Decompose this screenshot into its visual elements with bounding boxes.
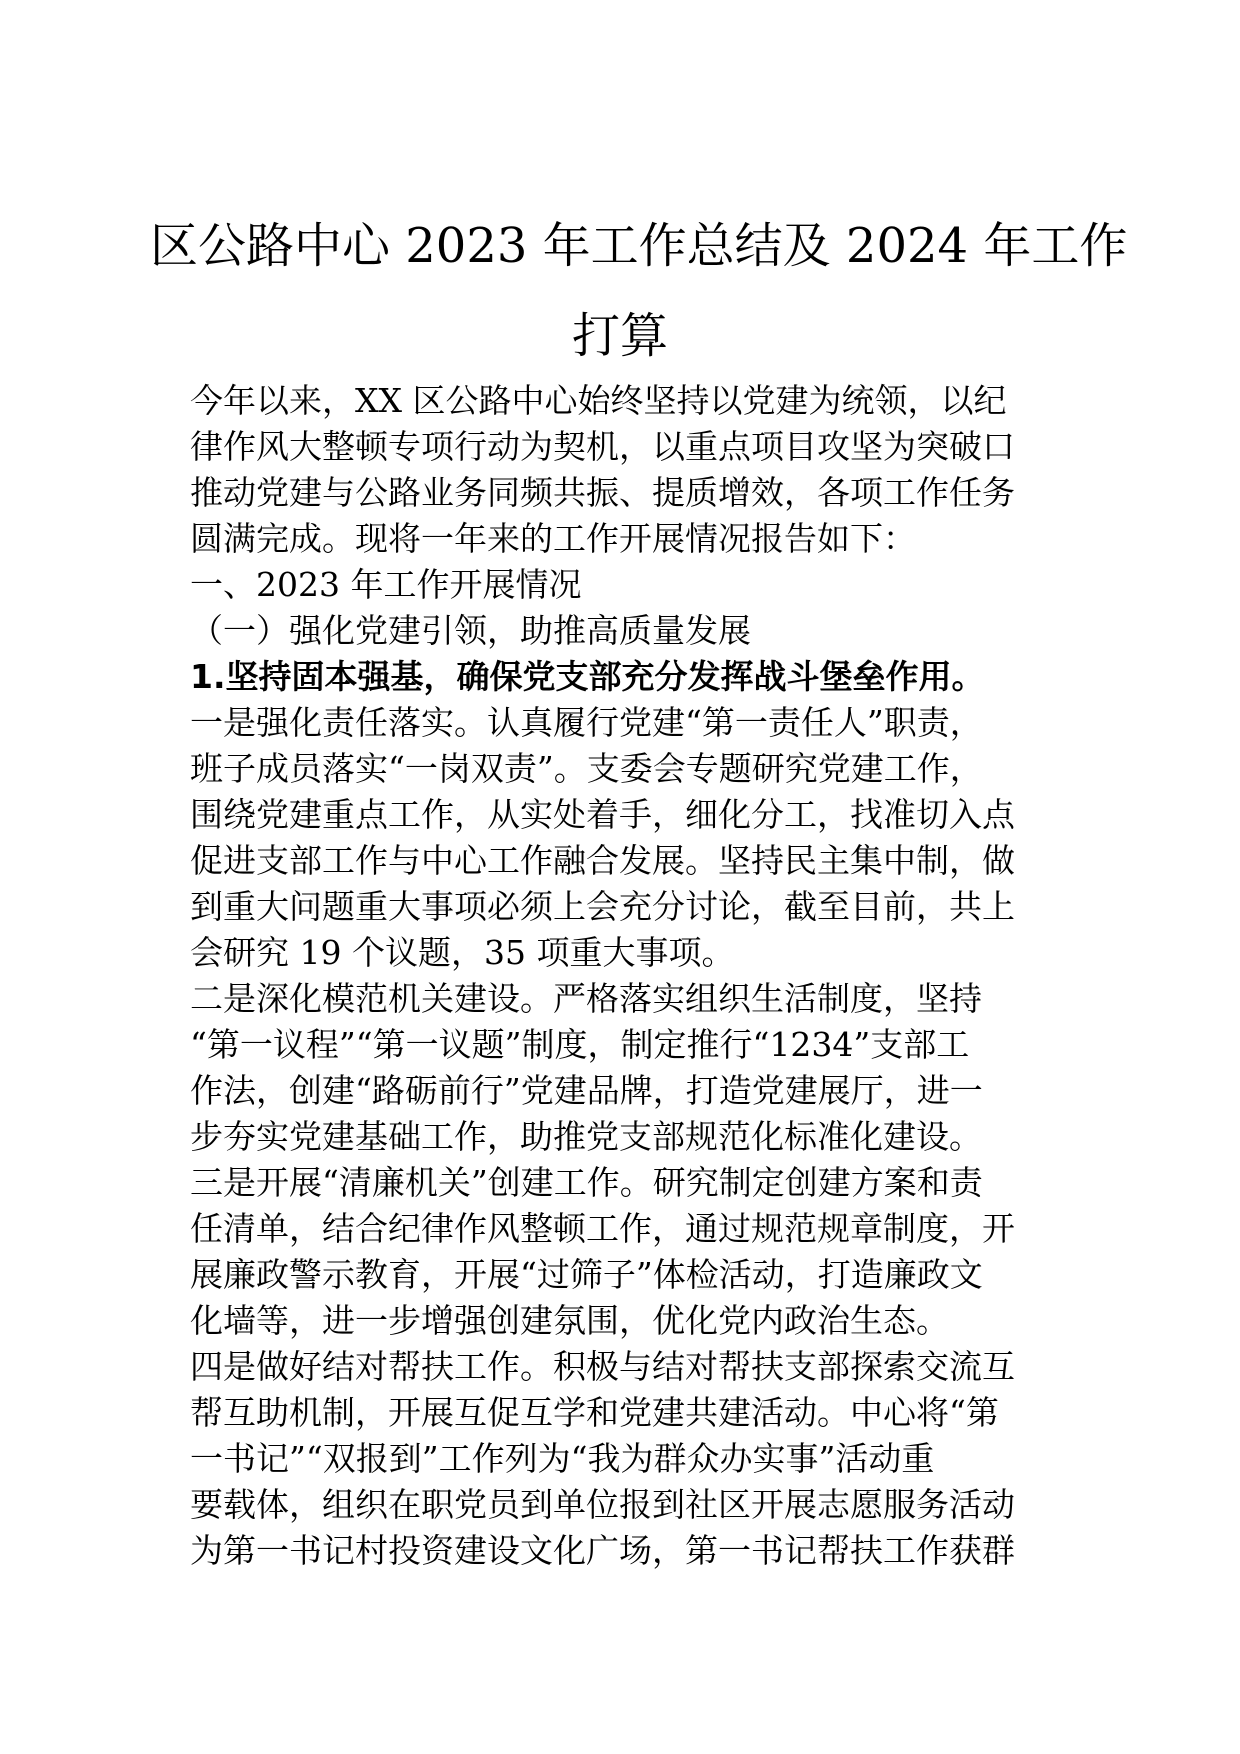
body-paragraph-line: 四是做好结对帮扶工作。积极与结对帮扶支部探索交流互 — [190, 1347, 1015, 1386]
body-paragraph-line: 任清单，结合纪律作风整顿工作，通过规范规章制度，开 — [190, 1209, 1015, 1248]
body-paragraph-line: 三是开展“清廉机关”创建工作。研究制定创建方案和责 — [190, 1163, 983, 1202]
body-paragraph-line: 步夯实党建基础工作，助推党支部规范化标准化建设。 — [190, 1117, 982, 1156]
body-paragraph-line: 为第一书记村投资建设文化广场，第一书记帮扶工作获群 — [190, 1531, 1015, 1570]
body-paragraph-line: 作法，创建“路砺前行”党建品牌，打造党建展厅，进一 — [190, 1071, 983, 1110]
body-paragraph-line: 展廉政警示教育，开展“过筛子”体检活动，打造廉政文 — [190, 1255, 983, 1294]
body-paragraph-line: 一是强化责任落实。认真履行党建“第一责任人”职责， — [190, 703, 983, 742]
body-paragraph-line: 化墙等，进一步增强创建氛围，优化党内政治生态。 — [190, 1301, 949, 1340]
body-paragraph-line: 围绕党建重点工作，从实处着手，细化分工，找准切入点 — [190, 795, 1015, 834]
body-paragraph-line: “第一议程”“第一议题”制度，制定推行“1234”支部工 — [190, 1025, 970, 1064]
intro-paragraph-line: 律作风大整顿专项行动为契机，以重点项目攻坚为突破口 — [190, 427, 1015, 466]
body-paragraph-line: 会研究 19 个议题，35 项重大事项。 — [190, 933, 735, 972]
point-heading: 1.坚持固本强基，确保党支部充分发挥战斗堡垒作用。 — [190, 657, 985, 696]
subsection-heading: （一）强化党建引领，助推高质量发展 — [190, 611, 751, 650]
body-paragraph-line: 班子成员落实“一岗双责”。支委会专题研究党建工作， — [190, 749, 983, 788]
document-title-line-1: 区公路中心 2023 年工作总结及 2024 年工作 — [150, 218, 1128, 274]
body-paragraph-line: 一书记”“双报到”工作列为“我为群众办实事”活动重 — [190, 1439, 935, 1478]
intro-paragraph-line: 今年以来，XX 区公路中心始终坚持以党建为统领，以纪 — [190, 381, 1007, 420]
body-paragraph-line: 促进支部工作与中心工作融合发展。坚持民主集中制，做 — [190, 841, 1015, 880]
body-paragraph-line: 要载体，组织在职党员到单位报到社区开展志愿服务活动 — [190, 1485, 1015, 1524]
body-paragraph-line: 二是深化模范机关建设。严格落实组织生活制度，坚持 — [190, 979, 982, 1018]
body-paragraph-line: 到重大问题重大事项必须上会充分讨论，截至目前，共上 — [190, 887, 1015, 926]
intro-paragraph-line: 推动党建与公路业务同频共振、提质增效，各项工作任务 — [190, 473, 1015, 512]
document-title-line-2: 打算 — [571, 308, 668, 364]
intro-paragraph-line: 圆满完成。现将一年来的工作开展情况报告如下： — [190, 519, 916, 558]
body-paragraph-line: 帮互助机制，开展互促互学和党建共建活动。中心将“第 — [190, 1393, 999, 1432]
section-heading: 一、2023 年工作开展情况 — [190, 565, 582, 604]
